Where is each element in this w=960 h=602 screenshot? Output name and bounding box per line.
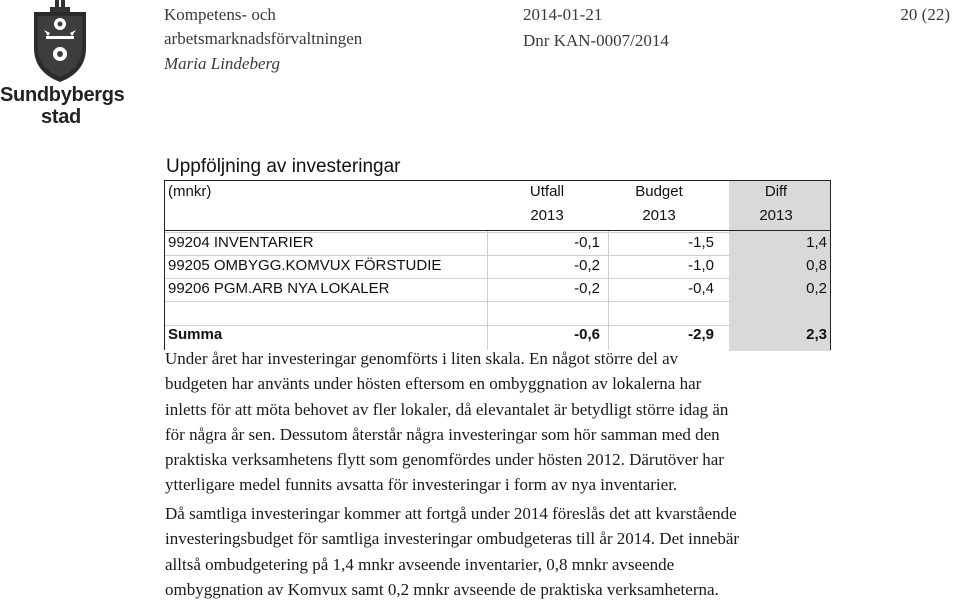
text-line: för några år sen. Dessutom återstår några investeringar som hör samman med den xyxy=(165,424,720,444)
row-diff: 0,2 xyxy=(806,280,827,297)
logo-name-line1: Sundbybergs xyxy=(0,84,125,106)
text-line: Under året har investeringar genomförts i liten skala. En något större del av xyxy=(165,349,679,368)
table-border-top xyxy=(164,180,831,181)
page-number: 20 (22) xyxy=(900,5,950,24)
row-budget: -1,0 xyxy=(688,257,714,274)
logo-name-line2: stad xyxy=(41,106,81,128)
text-line: alltså ombudgetering på 1,4 mnkr avseende inventarier, 0,8 mnkr avseende xyxy=(165,554,675,574)
paragraph-1 xyxy=(165,346,865,498)
row-name: 99205 OMBYGG.KOMVUX FÖRSTUDIE xyxy=(168,257,442,274)
investment-table xyxy=(164,180,832,350)
row-diff: 1,4 xyxy=(806,234,827,251)
header-underline xyxy=(164,230,831,231)
column-diff-year: 2013 xyxy=(759,207,793,224)
row-name: 99204 INVENTARIER xyxy=(168,234,314,251)
unit-label: (mnkr) xyxy=(168,183,212,200)
text-line: Då samtliga investeringar kommer att fortgå under 2014 föreslås det att kvarstående xyxy=(165,504,737,523)
department-line1: Kompetens- och xyxy=(164,5,276,24)
document-number: Dnr KAN-0007/2014 xyxy=(523,31,669,50)
row-diff: 0,8 xyxy=(806,257,827,274)
municipality-logo xyxy=(0,0,125,132)
total-label: Summa xyxy=(168,326,223,343)
row-budget: -0,4 xyxy=(688,280,714,297)
row-utfall: -0,1 xyxy=(574,234,600,251)
coat-of-arms-icon xyxy=(28,0,92,84)
table-border-left xyxy=(164,180,165,350)
row-utfall: -0,2 xyxy=(574,280,600,297)
text-line: ombyggnation av Komvux samt 0,2 mnkr avseende de praktiska verksamheterna. xyxy=(165,579,719,599)
text-line: budgeten har använts under hösten eftersom en ombyggnation av lokalerna har xyxy=(165,374,702,394)
text-line: inletts för att möta behovet av fler lokaler, då elevantalet är betydligt större idag än xyxy=(165,399,729,419)
column-budget-year: 2013 xyxy=(642,207,676,224)
total-budget: -2,9 xyxy=(688,326,714,343)
row-utfall: -0,2 xyxy=(574,257,600,274)
department-line2: arbetsmarknadsförvaltningen xyxy=(164,29,363,48)
text-line: praktiska verksamhetens flytt som genomfördes under hösten 2012. Därutöver har xyxy=(165,450,724,470)
table-title: Uppföljning av investeringar xyxy=(166,156,401,177)
grid-line xyxy=(487,230,488,350)
table-border-right xyxy=(830,180,831,350)
grid-line xyxy=(608,230,609,350)
row-name: 99206 PGM.ARB NYA LOKALER xyxy=(168,280,390,297)
total-diff: 2,3 xyxy=(806,326,827,343)
grid-line xyxy=(164,301,729,302)
column-utfall-year: 2013 xyxy=(530,207,564,224)
row-budget: -1,5 xyxy=(688,234,714,251)
column-utfall-label: Utfall xyxy=(529,183,565,200)
logo-text xyxy=(0,84,125,128)
text-line: ytterligare medel funnits avsatta för investeringar i form av nya inventarier. xyxy=(165,475,678,495)
paragraph-2 xyxy=(165,501,865,602)
column-budget-label: Budget xyxy=(635,183,683,200)
author-name: Maria Lindeberg xyxy=(164,54,281,73)
column-diff-label: Diff xyxy=(764,183,788,200)
total-utfall: -0,6 xyxy=(574,326,600,343)
text-line: investeringsbudget för samtliga investeringar ombudgeteras till år 2014. Det innebär xyxy=(165,529,740,549)
document-date: 2014-01-21 xyxy=(523,5,603,24)
